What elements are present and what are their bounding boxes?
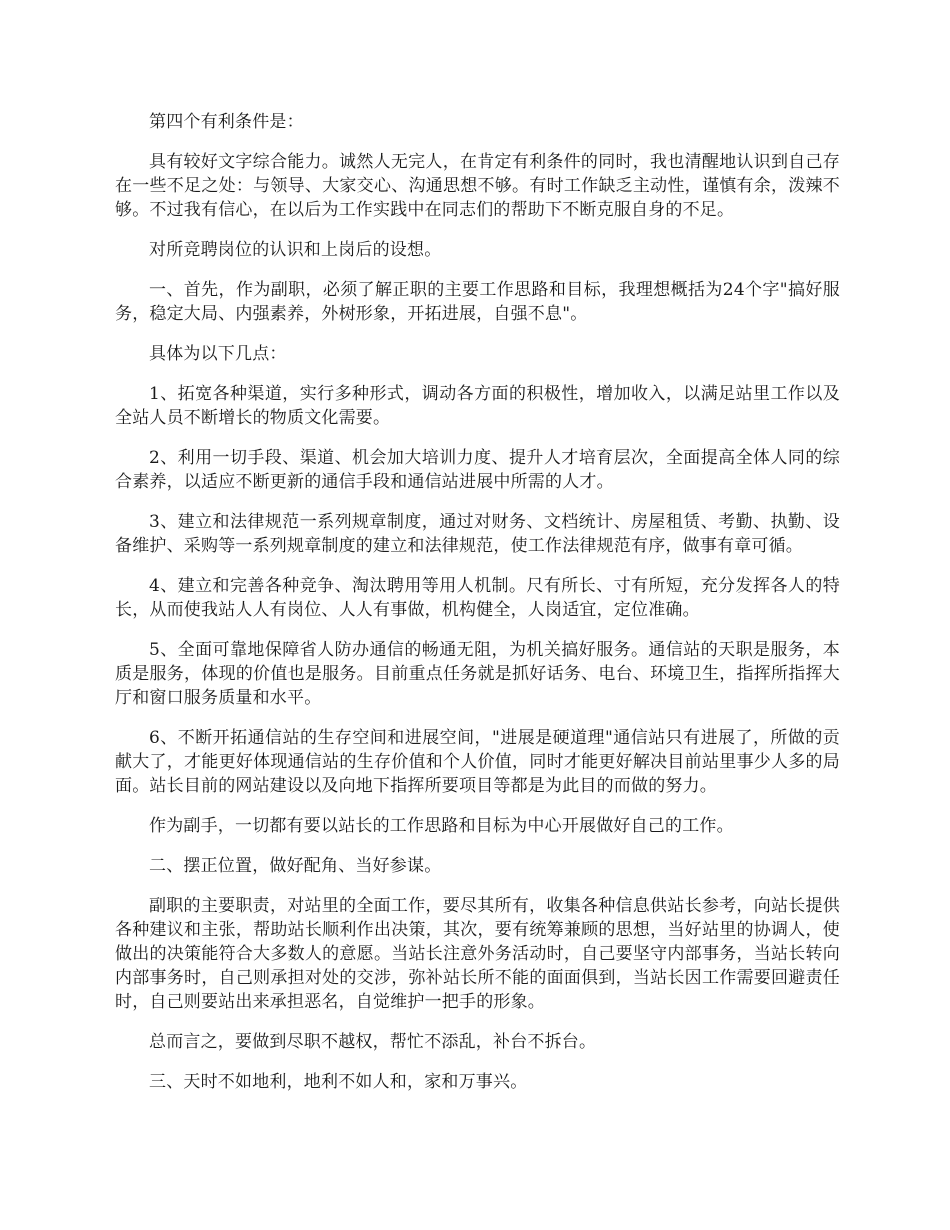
paragraph: 具有较好文字综合能力。诚然人无完人，在肯定有利条件的同时，我也清醒地认识到自己存在一些不足之处：与领导、大家交心、沟通思想不够。有时工作缺乏主动性，谨慎有余，泼辣不够。不过我有信心，在以后为工作实践中在同志们的帮助下不断克服自身的不足。	[115, 152, 840, 220]
paragraph: 作为副手，一切都有要以站长的工作思路和目标为中心开展做好自己的工作。	[149, 816, 734, 836]
paragraph: 第四个有利条件是：	[149, 112, 304, 132]
paragraph: 总而言之，要做到尽职不越权，帮忙不添乱，补台不拆台。	[149, 1032, 597, 1052]
paragraph: 三、天时不如地利，地利不如人和，家和万事兴。	[149, 1072, 528, 1092]
paragraph: 3、建立和法律规范一系列规章制度，通过对财务、文档统计、房屋租赁、考勤、执勤、设备维护、采购等一系列规章制度的建立和法律规范，使工作法律规范有序，做事有章可循。	[115, 512, 840, 556]
paragraph: 副职的主要职责，对站里的全面工作，要尽其所有，收集各种信息供站长参考，向站长提供各种建议和主张，帮助站长顺利作出决策，其次，要有统筹兼顾的思想，当好站里的协调人，使做出的决策能符合大多数人的意愿。当站长注意外务活动时，自己要坚守内部事务，当站长转向内部事务时，自己则承担对处的交涉，弥补站长所不能的面面俱到，当站长因工作需要回避责任时，自己则要站出来承担恶名，自觉维护一把手的形象。	[115, 896, 840, 1012]
paragraph: 一、首先，作为副职，必须了解正职的主要工作思路和目标，我理想概括为24个字"搞好服务，稳定大局、内强素养，外树形象，开拓进展，自强不息"。	[115, 280, 840, 324]
document-body	[115, 110, 840, 1110]
paragraph: 1、拓宽各种渠道，实行多种形式，调动各方面的积极性，增加收入，以满足站里工作以及全站人员不断增长的物质文化需要。	[115, 384, 840, 428]
paragraph: 2、利用一切手段、渠道、机会加大培训力度、提升人才培育层次，全面提高全体人同的综合素养，以适应不断更新的通信手段和通信站进展中所需的人才。	[115, 448, 840, 492]
paragraph: 4、建立和完善各种竞争、淘汰聘用等用人机制。尺有所长、寸有所短，充分发挥各人的特长，从而使我站人人有岗位、人人有事做，机构健全，人岗适宜，定位准确。	[115, 576, 840, 620]
paragraph: 具体为以下几点：	[149, 344, 287, 364]
paragraph: 6、不断开拓通信站的生存空间和进展空间，"进展是硬道理"通信站只有进展了，所做的贡献大了，才能更好体现通信站的生存价值和个人价值，同时才能更好解决目前站里事少人多的局面。站长目前的网站建设以及向地下指挥所要项目等都是为此目的而做的努力。	[115, 728, 840, 796]
paragraph: 对所竞聘岗位的认识和上岗后的设想。	[149, 240, 442, 260]
paragraph: 二、摆正位置，做好配角、当好参谋。	[149, 856, 442, 876]
paragraph: 5、全面可靠地保障省人防办通信的畅通无阻，为机关搞好服务。通信站的天职是服务，本质是服务，体现的价值也是服务。目前重点任务就是抓好话务、电台、环境卫生，指挥所指挥大厅和窗口服务质量和水平。	[115, 640, 840, 708]
